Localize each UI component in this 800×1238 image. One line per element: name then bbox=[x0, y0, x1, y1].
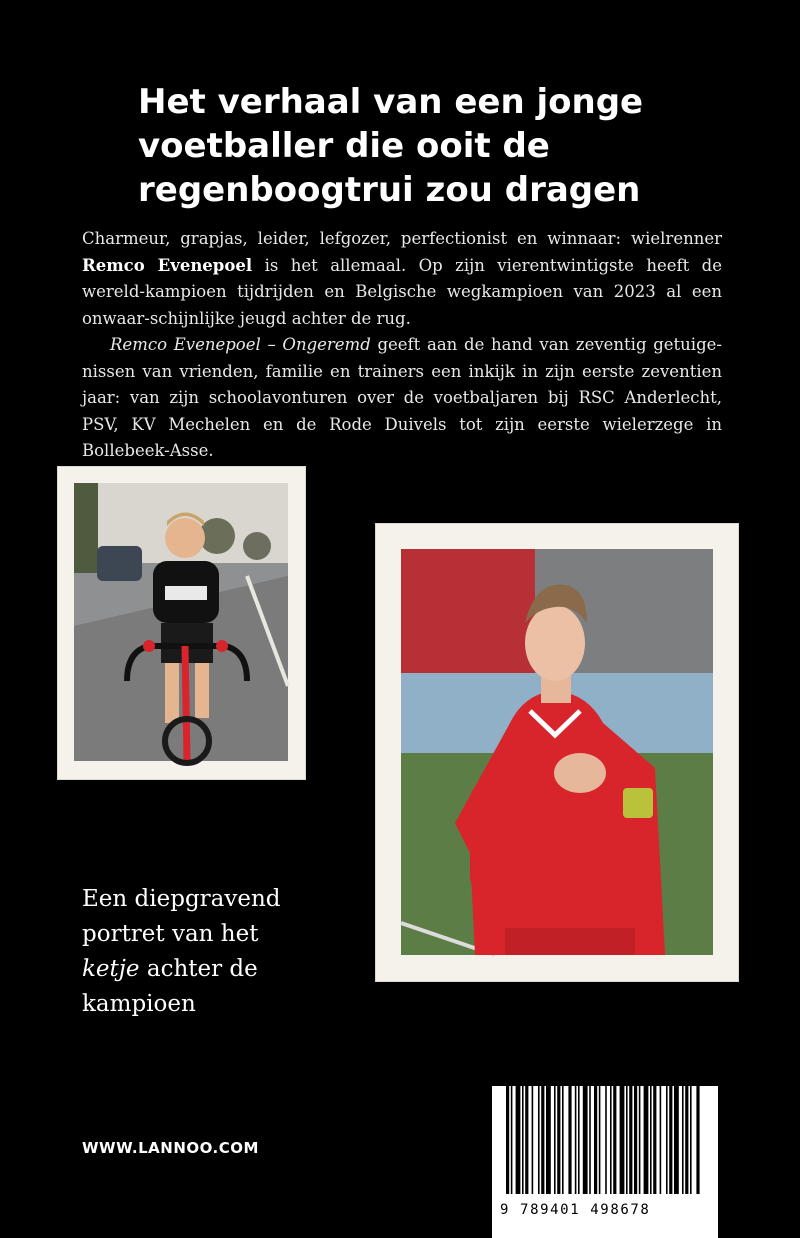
tagline-line-2: portret van het bbox=[82, 921, 259, 947]
barcode-bar bbox=[554, 1086, 556, 1194]
tagline-ketje: ketje bbox=[82, 956, 140, 982]
barcode-bar bbox=[653, 1086, 656, 1194]
headline-line-3: regenboogtrui zou dragen bbox=[138, 170, 641, 210]
barcode-bar bbox=[589, 1086, 591, 1194]
barcode-bar bbox=[594, 1086, 597, 1194]
barcode-bar bbox=[583, 1086, 588, 1194]
barcode-bar bbox=[557, 1086, 560, 1194]
barcode-bar bbox=[568, 1086, 571, 1194]
barcode-bar bbox=[685, 1086, 688, 1194]
headline-line-2: voetballer die ooit de bbox=[138, 126, 550, 166]
barcode-bars bbox=[504, 1086, 706, 1196]
blurb-p2-rest: geeft aan de hand van zeventig getuige-nissen van vrienden, familie en trainers een inkijk in zijn eerste zeventien jaar: van zijn schoolavonturen over de voetbaljaren bij RSC Anderlecht, PSV, KV Mechelen en de Rode Duivels tot zijn eerste wielerzege in Bollebeek-Asse. bbox=[82, 335, 722, 460]
barcode-bar bbox=[562, 1086, 564, 1194]
barcode-bar bbox=[682, 1086, 684, 1194]
barcode-bar bbox=[669, 1086, 672, 1194]
football-photo-image bbox=[375, 523, 739, 982]
barcode-bar bbox=[674, 1086, 679, 1194]
barcode-bar bbox=[620, 1086, 625, 1194]
football-photo bbox=[375, 523, 739, 982]
barcode bbox=[492, 1086, 718, 1238]
barcode-bar bbox=[650, 1086, 652, 1194]
barcode-bar bbox=[522, 1086, 524, 1194]
barcode-bar bbox=[605, 1086, 607, 1194]
barcode-bar bbox=[613, 1086, 616, 1194]
blurb-paragraph-2 bbox=[82, 332, 722, 465]
blurb-p1-rest: is het allemaal. Op zijn vierentwintigste heeft de wereld-kampioen tijdrijden en Belgische wegkampioen van 2023 al een onwaar-schijnlijke jeugd achter de rug. bbox=[82, 255, 722, 328]
barcode-bar bbox=[578, 1086, 580, 1194]
blurb-paragraph-1 bbox=[82, 226, 722, 332]
barcode-bar bbox=[532, 1086, 534, 1194]
barcode-bar bbox=[506, 1086, 509, 1194]
barcode-bar bbox=[660, 1086, 662, 1194]
childhood-bike-photo bbox=[57, 466, 306, 780]
barcode-bar bbox=[546, 1086, 551, 1194]
back-cover-headline bbox=[138, 80, 718, 212]
barcode-bar bbox=[666, 1086, 668, 1194]
barcode-bar bbox=[610, 1086, 612, 1194]
barcode-bar bbox=[525, 1086, 528, 1194]
barcode-bar bbox=[639, 1086, 641, 1194]
author-name: Remco Evenepoel bbox=[82, 255, 253, 275]
tagline-line-1: Een diepgravend bbox=[82, 886, 281, 912]
tagline-line-4: kampioen bbox=[82, 991, 196, 1017]
barcode-bar bbox=[575, 1086, 577, 1194]
barcode-bar bbox=[516, 1086, 521, 1194]
childhood-bike-photo-image bbox=[57, 466, 306, 780]
barcode-bar bbox=[599, 1086, 601, 1194]
barcode-bar bbox=[696, 1086, 699, 1194]
barcode-bar bbox=[511, 1086, 513, 1194]
headline-line-1: Het verhaal van een jonge bbox=[138, 82, 644, 122]
isbn-number: 9 789401 498678 bbox=[500, 1202, 651, 1218]
tagline-line-3-rest: achter de bbox=[139, 956, 258, 982]
tagline-line-3 bbox=[82, 952, 342, 987]
book-title: Remco Evenepoel – Ongeremd bbox=[110, 335, 371, 354]
barcode-bar bbox=[690, 1086, 692, 1194]
blurb bbox=[82, 226, 722, 465]
tagline bbox=[82, 882, 342, 1022]
barcode-bar bbox=[634, 1086, 637, 1194]
barcode-bar bbox=[538, 1086, 540, 1194]
barcode-bar bbox=[541, 1086, 544, 1194]
blurb-p1-start: Charmeur, grapjas, leider, lefgozer, perfectionist en winnaar: wielrenner bbox=[82, 229, 722, 248]
publisher-website[interactable]: WWW.LANNOO.COM bbox=[82, 1139, 259, 1157]
barcode-bar bbox=[644, 1086, 649, 1194]
barcode-bar bbox=[626, 1086, 628, 1194]
barcode-bar bbox=[629, 1086, 632, 1194]
